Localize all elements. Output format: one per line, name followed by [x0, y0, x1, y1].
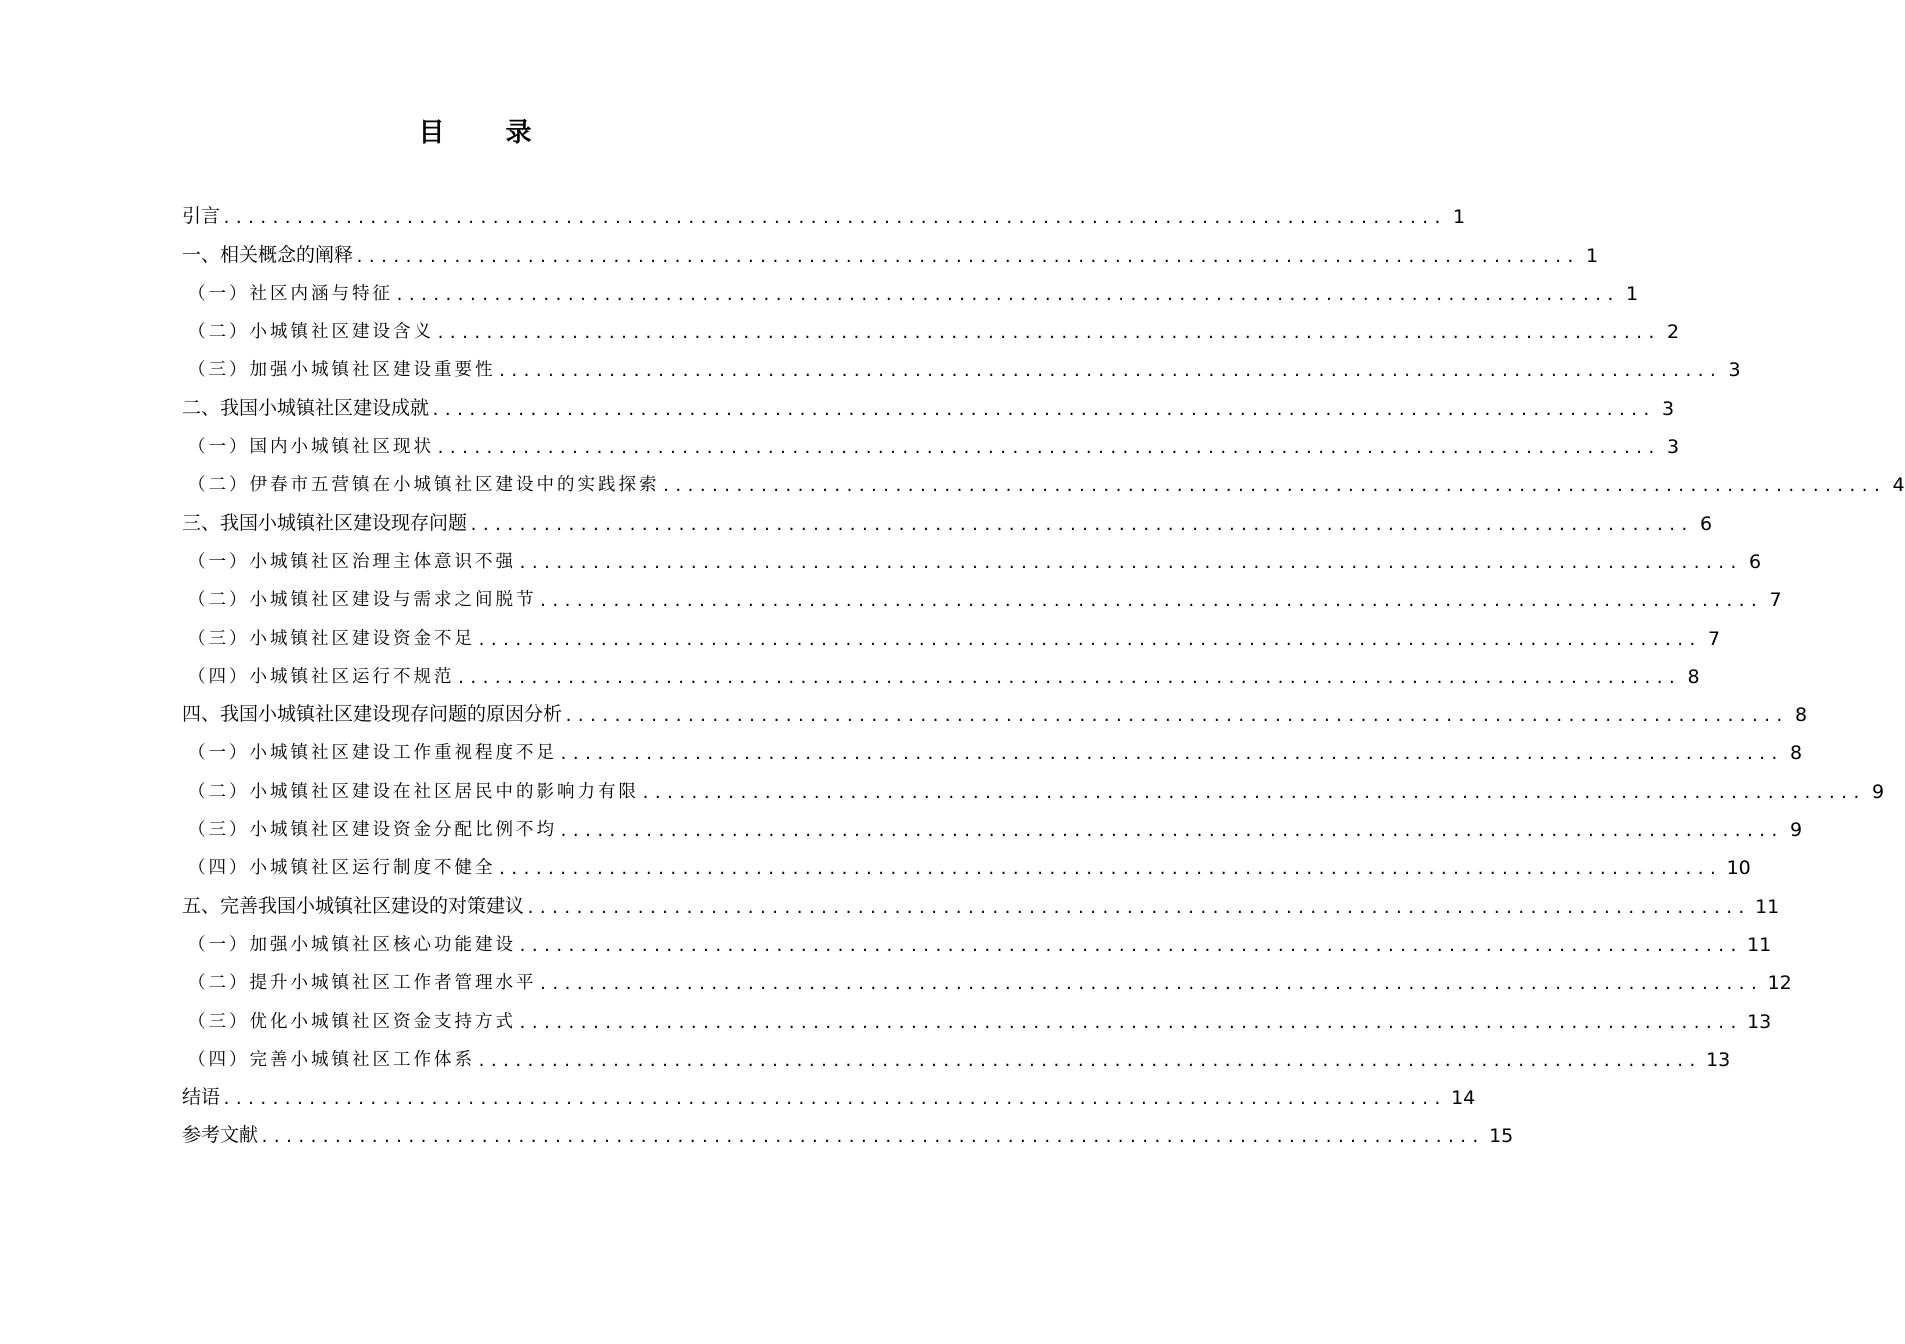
toc-entry-text: （四）小城镇社区运行不规范 [188, 666, 455, 687]
toc-leader-dots: .................................................................................................... [260, 1128, 1484, 1147]
toc-entry[interactable] [182, 924, 1772, 962]
toc-leader-dots: .................................................................................................... [477, 1051, 1701, 1070]
toc-entry-text: （一）小城镇社区建设工作重视程度不足 [188, 743, 557, 764]
toc-leader-dots: .................................................................................................... [559, 745, 1783, 764]
toc-page-number: 10 [1726, 857, 1751, 880]
toc-entry-text: 二、我国小城镇社区建设成就 [182, 396, 430, 419]
toc-entry[interactable] [182, 196, 1466, 234]
toc-entry-text: 三、我国小城镇社区建设现存问题 [182, 511, 468, 534]
toc-entry-text: （四）小城镇社区运行制度不健全 [188, 858, 496, 879]
toc-leader-dots: .................................................................................................... [641, 783, 1865, 802]
toc-page-number: 8 [1687, 665, 1700, 688]
toc-entry-text: （一）加强小城镇社区核心功能建设 [188, 934, 516, 955]
toc-entry[interactable] [182, 1077, 1476, 1115]
toc-entry[interactable] [182, 1000, 1772, 1038]
toc-entry[interactable] [182, 349, 1741, 387]
toc-entry-text: （二）伊春市五营镇在小城镇社区建设中的实践探索 [188, 475, 660, 496]
toc-page-number: 8 [1789, 742, 1803, 765]
toc-page-number: 9 [1871, 780, 1885, 803]
toc-list [182, 196, 1905, 1153]
toc-entry[interactable] [182, 617, 1721, 655]
toc-leader-dots: .................................................................................................... [559, 822, 1783, 841]
toc-page-number: 11 [1755, 895, 1780, 918]
toc-entry-text: 四、我国小城镇社区建设现存问题的原因分析 [182, 703, 563, 726]
toc-entry-text: （二）小城镇社区建设与需求之间脱节 [188, 590, 537, 611]
toc-entry-text: 引言 [182, 205, 221, 228]
toc-page-number: 3 [1662, 397, 1675, 420]
toc-entry-text: （三）小城镇社区建设资金分配比例不均 [188, 820, 557, 841]
toc-entry[interactable] [182, 426, 1680, 464]
toc-page-number: 1 [1586, 244, 1599, 267]
toc-entry-text: （三）小城镇社区建设资金不足 [188, 628, 475, 649]
toc-entry[interactable] [182, 311, 1680, 349]
toc-entry[interactable] [182, 387, 1675, 425]
toc-leader-dots: .................................................................................................... [518, 1013, 1742, 1032]
toc-entry[interactable] [182, 732, 1803, 770]
toc-page-number: 1 [1625, 282, 1639, 305]
toc-entry[interactable] [182, 885, 1780, 923]
toc-page-number: 7 [1769, 589, 1782, 612]
toc-entry-text: （一）社区内涵与特征 [188, 283, 393, 304]
toc-entry-text: 一、相关概念的阐释 [182, 243, 354, 266]
toc-entry-text: （四）完善小城镇社区工作体系 [188, 1049, 475, 1070]
toc-page-number: 14 [1451, 1087, 1476, 1110]
toc-entry[interactable] [182, 273, 1639, 311]
toc-page-number: 6 [1748, 550, 1762, 573]
toc-entry[interactable] [182, 464, 1905, 502]
toc-leader-dots: .................................................................................................... [538, 975, 1762, 994]
toc-entry[interactable] [182, 656, 1700, 694]
toc-page-number: 8 [1795, 704, 1808, 727]
toc-leader-dots: .................................................................................................... [564, 707, 1788, 726]
toc-entry-text: 参考文献 [182, 1124, 259, 1147]
toc-entry[interactable] [182, 502, 1713, 540]
toc-page-number: 11 [1747, 933, 1772, 956]
toc-entry[interactable] [182, 809, 1803, 847]
toc-leader-dots: .................................................................................................... [222, 1090, 1446, 1109]
toc-page-number: 13 [1747, 1010, 1772, 1033]
toc-title: 目 录 [418, 118, 558, 148]
toc-entry-text: （三）优化小城镇社区资金支持方式 [188, 1011, 516, 1032]
toc-leader-dots: .................................................................................................... [477, 630, 1701, 649]
toc-page-number: 1 [1453, 206, 1466, 229]
toc-entry-text: （一）小城镇社区治理主体意识不强 [188, 551, 516, 572]
toc-entry[interactable] [182, 962, 1792, 1000]
toc-entry[interactable] [182, 234, 1599, 272]
toc-entry-text: 五、完善我国小城镇社区建设的对策建议 [182, 894, 525, 917]
toc-entry[interactable] [182, 770, 1885, 808]
toc-leader-dots: .................................................................................................... [518, 553, 1742, 572]
toc-entry-text: （三）加强小城镇社区建设重要性 [188, 360, 496, 381]
toc-page-number: 13 [1706, 1048, 1731, 1071]
toc-leader-dots: .................................................................................................... [355, 247, 1579, 266]
toc-entry-text: （二）提升小城镇社区工作者管理水平 [188, 973, 537, 994]
toc-leader-dots: .................................................................................................... [222, 209, 1446, 228]
toc-entry-text: （二）小城镇社区建设在社区居民中的影响力有限 [188, 781, 639, 802]
toc-page-number: 15 [1489, 1125, 1514, 1148]
toc-entry-text: （一）国内小城镇社区现状 [188, 437, 434, 458]
toc-entry[interactable] [182, 694, 1808, 732]
toc-entry[interactable] [182, 1115, 1514, 1153]
toc-page-number: 6 [1700, 512, 1713, 535]
toc-leader-dots: .................................................................................................... [436, 324, 1660, 343]
toc-page-number: 12 [1767, 972, 1792, 995]
toc-leader-dots: .................................................................................................... [497, 362, 1721, 381]
toc-page-number: 9 [1789, 819, 1803, 842]
toc-entry[interactable] [182, 847, 1751, 885]
toc-entry[interactable] [182, 541, 1762, 579]
toc-leader-dots: .................................................................................................... [456, 668, 1680, 687]
toc-leader-dots: .................................................................................................... [497, 860, 1721, 879]
toc-leader-dots: .................................................................................................... [431, 400, 1655, 419]
toc-entry[interactable] [182, 579, 1782, 617]
toc-entry-text: 结语 [182, 1086, 221, 1109]
toc-page-number: 4 [1892, 474, 1905, 497]
toc-leader-dots: .................................................................................................... [518, 936, 1742, 955]
toc-leader-dots: .................................................................................................... [661, 477, 1885, 496]
toc-leader-dots: .................................................................................................... [469, 515, 1693, 534]
toc-leader-dots: .................................................................................................... [436, 439, 1660, 458]
toc-entry[interactable] [182, 1039, 1731, 1077]
toc-leader-dots: .................................................................................................... [395, 285, 1619, 304]
toc-leader-dots: .................................................................................................... [538, 592, 1762, 611]
toc-page-number: 3 [1728, 359, 1741, 382]
toc-entry-text: （二）小城镇社区建设含义 [188, 322, 434, 343]
toc-leader-dots: .................................................................................................... [526, 898, 1750, 917]
toc-page-number: 7 [1707, 627, 1721, 650]
toc-page-number: 3 [1666, 436, 1680, 459]
toc-page-number: 2 [1666, 321, 1680, 344]
